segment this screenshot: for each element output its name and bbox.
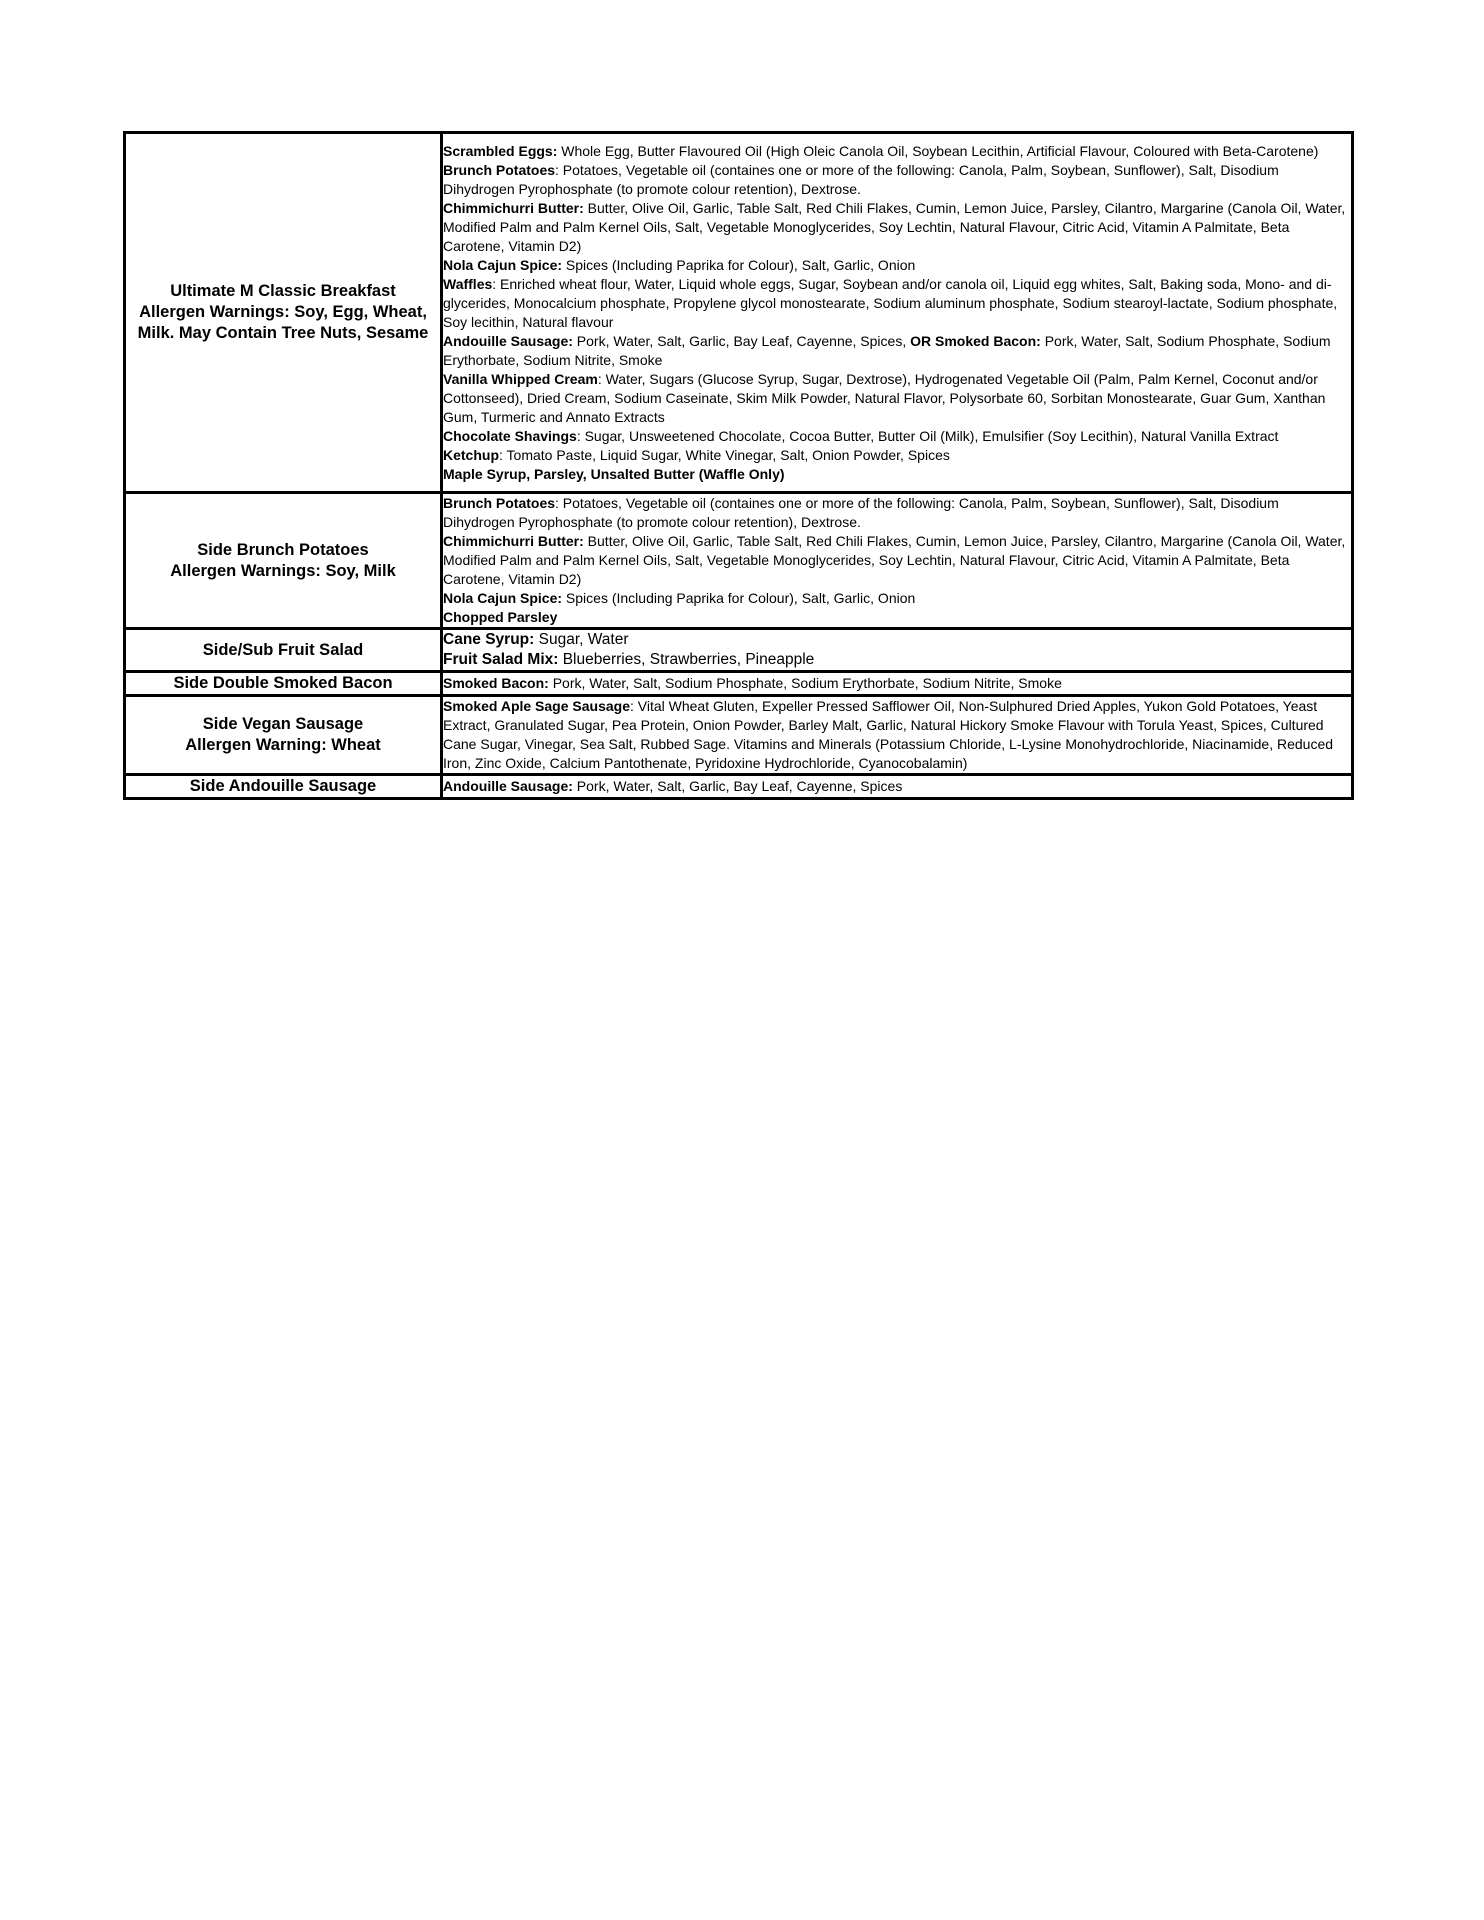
- ingredient-entry: Chocolate Shavings: Sugar, Unsweetened Chocolate, Cocoa Butter, Butter Oil (Milk), Emulsifier (Soy Lecithin), Natural Vanilla Extract: [443, 427, 1279, 444]
- ingredient-entry: Andouille Sausage: Pork, Water, Salt, Garlic, Bay Leaf, Cayenne, Spices: [443, 778, 903, 794]
- item-name: Side/Sub Fruit Salad: [202, 640, 364, 659]
- table-row: [125, 133, 1353, 493]
- item-name: Side Vegan Sausage: [202, 715, 364, 733]
- ingredient-entry: Andouille Sausage: Pork, Water, Salt, Garlic, Bay Leaf, Cayenne, Spices, OR Smoked Bacon: Pork, Water, Salt, Sodium Phosphate, Sodium Erythorbate, Sodium Nitrite, Smoke: [443, 332, 1331, 368]
- ingredients-cell: [442, 775, 1353, 799]
- ingredient-entry: Chimmichurri Butter: Butter, Olive Oil, Garlic, Table Salt, Red Chili Flakes, Cumin, Lemon Juice, Parsley, Cilantro, Margarine (Canola Oil, Water, Modified Palm and Palm Kernel Oils, Salt, Vegetable Monoglycerides, Soy Lechtin, Natural Flavour, Citric Acid, Vitamin A Palmitate, Beta Carotene, Vitamin D2): [443, 533, 1346, 587]
- ingredient-entry: Scrambled Eggs: Whole Egg, Butter Flavoured Oil (High Oleic Canola Oil, Soybean Lecithin, Artificial Flavour, Coloured with Beta-Carotene): [443, 142, 1319, 159]
- ingredient-entry: Nola Cajun Spice: Spices (Including Paprika for Colour), Salt, Garlic, Onion: [443, 256, 916, 273]
- ingredient-entry: Chopped Parsley: [443, 609, 558, 625]
- ingredients-cell: [442, 696, 1353, 775]
- ingredients-cell: [442, 493, 1353, 629]
- table-row: [125, 629, 1353, 672]
- ingredients-table: [123, 131, 1354, 800]
- item-name: Side Andouille Sausage: [189, 777, 377, 795]
- menu-item-cell: [125, 493, 442, 629]
- ingredients-cell: [442, 629, 1353, 672]
- menu-item-cell: [125, 696, 442, 775]
- item-name: Side Brunch Potatoes: [197, 540, 369, 559]
- menu-item-cell: [125, 672, 442, 696]
- table-row: [125, 672, 1353, 696]
- ingredient-entry: Cane Syrup: Sugar, Water: [443, 631, 629, 648]
- ingredient-entry: Ketchup: Tomato Paste, Liquid Sugar, White Vinegar, Salt, Onion Powder, Spices: [443, 446, 950, 463]
- menu-item-cell: [125, 133, 442, 493]
- item-name: Ultimate M Classic Breakfast: [170, 282, 396, 300]
- ingredients-cell: [442, 672, 1353, 696]
- allergen-warning: Allergen Warnings: Soy, Egg, Wheat,: [139, 303, 427, 321]
- ingredient-entry: Brunch Potatoes: Potatoes, Vegetable oil (containes one or more of the following: Canola, Palm, Soybean, Sunflower), Salt, Disodium Dihydrogen Pyrophosphate (to promote colour retention), Dextrose.: [443, 161, 1279, 197]
- ingredient-entry: Smoked Aple Sage Sausage: Vital Wheat Gluten, Expeller Pressed Safflower Oil, Non-Sulphured Dried Apples, Yukon Gold Potatoes, Yeast Extract, Granulated Sugar, Pea Protein, Onion Powder, Barley Malt, Garlic, Natural Hickory Smoke Flavour with Torula Yeast, Spices, Cultured Cane Sugar, Vinegar, Sea Salt, Rubbed Sage. Vitamins and Minerals (Potassium Chloride, L-Lysine Monohydrochloride, Niacinamide, Reduced Iron, Zinc Oxide, Calcium Pantothenate, Pyridoxine Hydrochloride, Cyanocobalamin): [443, 698, 1334, 771]
- ingredient-entry: Fruit Salad Mix: Blueberries, Strawberries, Pineapple: [443, 651, 815, 668]
- ingredient-entry: Maple Syrup, Parsley, Unsalted Butter (Waffle Only): [443, 465, 785, 482]
- ingredients-cell: [442, 133, 1353, 493]
- allergen-warning: Milk. May Contain Tree Nuts, Sesame: [137, 324, 429, 342]
- menu-item-cell: [125, 775, 442, 799]
- table-row: [125, 775, 1353, 799]
- item-name: Side Double Smoked Bacon: [173, 674, 393, 692]
- allergen-warning: Allergen Warning: Wheat: [185, 736, 381, 754]
- menu-item-cell: [125, 629, 442, 672]
- allergen-warning: Allergen Warnings: Soy, Milk: [170, 561, 396, 580]
- table-row: [125, 493, 1353, 629]
- ingredient-entry: Smoked Bacon: Pork, Water, Salt, Sodium Phosphate, Sodium Erythorbate, Sodium Nitrite, Smoke: [443, 675, 1062, 691]
- ingredient-entry: Chimmichurri Butter: Butter, Olive Oil, Garlic, Table Salt, Red Chili Flakes, Cumin, Lemon Juice, Parsley, Cilantro, Margarine (Canola Oil, Water, Modified Palm and Palm Kernel Oils, Salt, Vegetable Monoglycerides, Soy Lechtin, Natural Flavour, Citric Acid, Vitamin A Palmitate, Beta Carotene, Vitamin D2): [443, 199, 1346, 254]
- ingredient-entry: Nola Cajun Spice: Spices (Including Paprika for Colour), Salt, Garlic, Onion: [443, 590, 916, 606]
- ingredient-entry: Waffles: Enriched wheat flour, Water, Liquid whole eggs, Sugar, Soybean and/or canola oil, Liquid egg whites, Salt, Baking soda, Mono- and di-glycerides, Monocalcium phosphate, Propylene glycol monostearate, Sodium aluminum phosphate, Sodium stearoyl-lactate, Sodium phosphate, Soy lecithin, Natural flavour: [443, 275, 1338, 330]
- ingredient-entry: Vanilla Whipped Cream: Water, Sugars (Glucose Syrup, Sugar, Dextrose), Hydrogenated Vegetable Oil (Palm, Palm Kernel, Coconut and/or Cottonseed), Dried Cream, Sodium Caseinate, Skim Milk Powder, Natural Flavor, Polysorbate 60, Sorbitan Monostearate, Guar Gum, Xanthan Gum, Turmeric and Annato Extracts: [443, 370, 1326, 425]
- table-row: [125, 696, 1353, 775]
- ingredient-entry: Brunch Potatoes: Potatoes, Vegetable oil (containes one or more of the following: Canola, Palm, Soybean, Sunflower), Salt, Disodium Dihydrogen Pyrophosphate (to promote colour retention), Dextrose.: [443, 495, 1279, 530]
